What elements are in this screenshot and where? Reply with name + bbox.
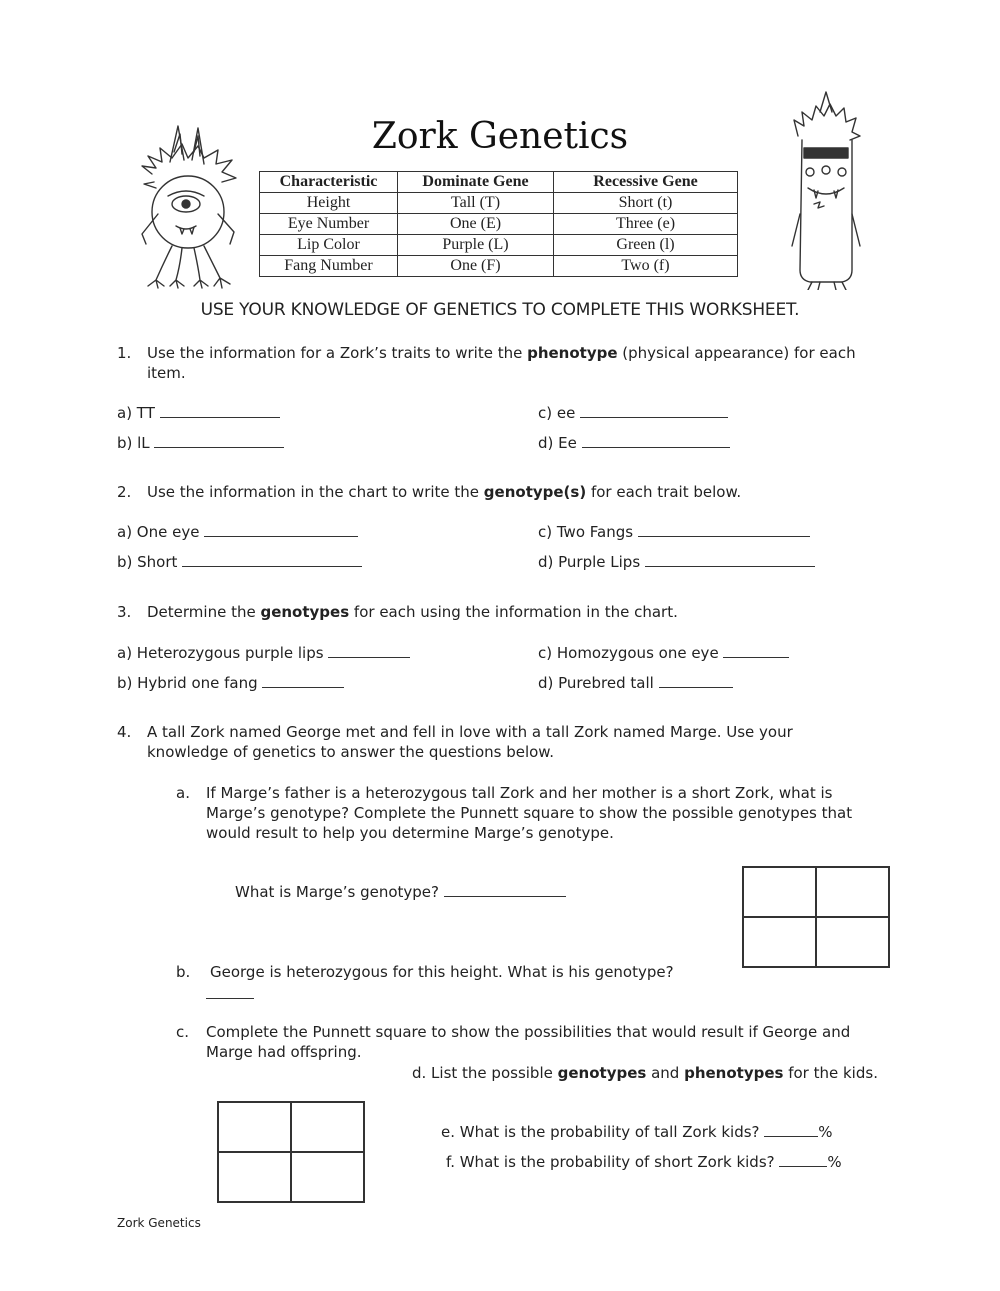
table-cell: Fang Number: [260, 256, 398, 277]
page-title: Zork Genetics: [371, 116, 629, 157]
answer-blank[interactable]: [262, 673, 344, 688]
table-row: [260, 214, 738, 235]
question-4b-text: George is heterozygous for this height. What is his genotype?: [210, 963, 674, 981]
answer-blank[interactable]: [154, 433, 284, 448]
table-cell: Short (t): [554, 193, 738, 214]
answer-blank[interactable]: [204, 522, 358, 537]
answer-blank[interactable]: [580, 403, 728, 418]
table-cell: Height: [260, 193, 398, 214]
q1-item-b: b) lL: [117, 433, 284, 453]
traits-table: [259, 171, 738, 277]
answer-blank[interactable]: [182, 552, 362, 567]
table-header-row: [260, 172, 738, 193]
answer-blank[interactable]: [328, 643, 410, 658]
q2-item-d: d) Purple Lips: [538, 552, 815, 572]
table-cell: Eye Number: [260, 214, 398, 235]
q3-item-b: b) Hybrid one fang: [117, 673, 344, 693]
table-cell: Three (e): [554, 214, 738, 235]
answer-blank[interactable]: [645, 552, 815, 567]
q2-item-c: c) Two Fangs: [538, 522, 810, 542]
q3-item-c: c) Homozygous one eye: [538, 643, 789, 663]
worksheet-instruction: USE YOUR KNOWLEDGE OF GENETICS TO COMPLETE THIS WORKSHEET.: [200, 300, 800, 320]
question-4b-label: b.: [176, 963, 191, 981]
answer-blank[interactable]: [723, 643, 789, 658]
table-cell: One (F): [398, 256, 554, 277]
answer-blank[interactable]: [764, 1122, 818, 1137]
table-cell: One (E): [398, 214, 554, 235]
punnett-cell[interactable]: [291, 1102, 364, 1152]
question-4a-label: a.: [176, 784, 190, 802]
q1-item-a: a) TT: [117, 403, 280, 423]
table-header-cell: Recessive Gene: [554, 172, 738, 193]
q3-item-a: a) Heterozygous purple lips: [117, 643, 410, 663]
table-cell: Purple (L): [398, 235, 554, 256]
punnett-cell[interactable]: [816, 867, 889, 917]
question-4e-text: e. What is the probability of tall Zork kids? %: [441, 1123, 833, 1141]
table-header-cell: Characteristic: [260, 172, 398, 193]
table-row: [260, 193, 738, 214]
answer-blank[interactable]: [659, 673, 733, 688]
question-4c-text: Complete the Punnett square to show the possibilities that would result if George and Marge had offspring.: [206, 1023, 851, 1061]
table-cell: Tall (T): [398, 193, 554, 214]
question-1-text: Use the information for a Zork’s traits to write the phenotype (physical appearance) for each item.: [147, 344, 856, 382]
question-4a-text: If Marge’s father is a heterozygous tall Zork and her mother is a short Zork, what is Marge’s genotype? Complete the Punnett square to show the possible genotypes that would result to help you determine Marge’s genotype.: [206, 784, 853, 842]
answer-blank[interactable]: [638, 522, 810, 537]
q3-item-d: d) Purebred tall: [538, 673, 733, 693]
punnett-cell[interactable]: [218, 1102, 291, 1152]
answer-blank[interactable]: [160, 403, 280, 418]
marge-genotype-question: What is Marge’s genotype?: [235, 882, 566, 902]
q2-item-b: b) Short: [117, 552, 362, 572]
punnett-cell[interactable]: [743, 917, 816, 967]
question-4d-text: d. List the possible genotypes and phenotypes for the kids.: [412, 1064, 878, 1082]
punnett-cell[interactable]: [816, 917, 889, 967]
table-cell: Lip Color: [260, 235, 398, 256]
punnett-cell[interactable]: [218, 1152, 291, 1202]
page-footer: Zork Genetics: [117, 1216, 201, 1230]
punnett-cell[interactable]: [743, 867, 816, 917]
q1-item-d: d) Ee: [538, 433, 730, 453]
punnett-cell[interactable]: [291, 1152, 364, 1202]
answer-blank[interactable]: [582, 433, 730, 448]
question-4f-text: f. What is the probability of short Zork kids? %: [446, 1153, 842, 1171]
george-genotype-blank[interactable]: [206, 998, 254, 999]
punnett-square-offspring[interactable]: [217, 1101, 365, 1203]
question-2-number: 2.: [117, 483, 132, 501]
punnett-square-marge[interactable]: [742, 866, 890, 968]
question-1-number: 1.: [117, 344, 132, 362]
question-3-text: Determine the genotypes for each using the information in the chart.: [147, 603, 678, 621]
table-cell: Two (f): [554, 256, 738, 277]
question-3-number: 3.: [117, 603, 132, 621]
question-4-text: A tall Zork named George met and fell in love with a tall Zork named Marge. Use your knowledge of genetics to answer the questions below.: [147, 723, 793, 761]
q2-item-a: a) One eye: [117, 522, 358, 542]
question-2-text: Use the information in the chart to write the genotype(s) for each trait below.: [147, 483, 742, 501]
q1-item-c: c) ee: [538, 403, 728, 423]
table-row: [260, 256, 738, 277]
table-header-cell: Dominate Gene: [398, 172, 554, 193]
answer-blank[interactable]: [444, 882, 566, 897]
table-cell: Green (l): [554, 235, 738, 256]
answer-blank[interactable]: [779, 1152, 827, 1167]
question-4-number: 4.: [117, 723, 132, 741]
table-row: [260, 235, 738, 256]
question-4c-label: c.: [176, 1023, 190, 1041]
